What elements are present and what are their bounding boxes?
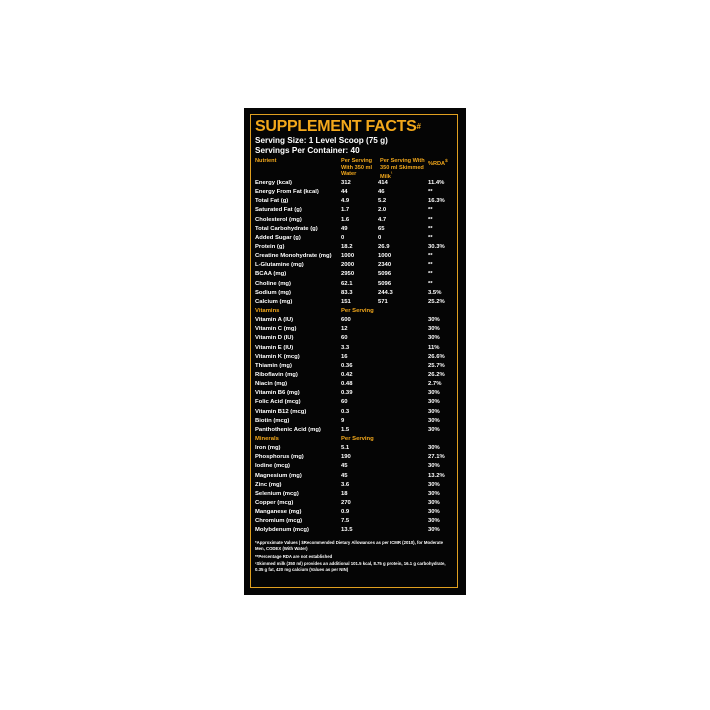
spacer-cell [378,508,428,517]
nutrient-name: Energy (kcal) [255,180,292,186]
header-milk-mark: ¹ [390,171,393,176]
vitamin-name: Vitamin K (mcg) [255,353,300,360]
header-water: Per Serving With 350 ml Water [341,158,373,177]
table-row [255,490,453,499]
spacer-cell [378,499,428,508]
value-with-milk: 571 [378,298,388,305]
rda-percent: 30.3% [428,243,445,250]
vitamin-name: Biotin (mcg) [255,417,290,424]
rda-percent: 27.1% [428,454,445,461]
nutrient-name: Protein (g) [255,243,285,250]
nutrient-name: Creatine Monohydrate (mg) [255,253,332,260]
vitamin-name: Niacin (mg) [255,381,288,388]
spacer-cell [378,389,428,398]
rda-percent: 25.2% [428,298,445,305]
mineral-value: 45 [341,463,348,470]
title-mark: # [416,122,421,131]
mineral-name: Magnesium (mg) [255,472,302,479]
spacer-cell [378,398,428,407]
vitamins-section-header [255,307,453,316]
table-row [255,417,453,426]
vitamin-value: 0.42 [341,371,353,378]
value-with-milk: 2.0 [378,207,387,214]
vitamins-header: Vitamins [255,307,280,314]
table-row [255,216,453,225]
table-row [255,334,453,343]
rda-percent: ** [428,189,433,196]
servings-per-container: Servings Per Container: 40 [255,146,360,155]
table-row [255,426,453,435]
mineral-name: Iron (mg) [255,445,281,452]
spacer-cell [378,334,428,343]
table-row [255,462,453,471]
value-with-milk: 46 [378,189,385,196]
spacer-cell [378,517,428,526]
table-row [255,408,453,417]
table-row [255,508,453,517]
mineral-name: Copper (mcg) [255,499,294,506]
header-rda-text: %RDA [428,160,446,167]
table-row [255,481,453,490]
table-row [255,243,453,252]
mineral-value: 3.6 [341,481,350,488]
value-with-milk: 5.2 [378,198,387,205]
rda-percent: 30% [428,445,440,452]
value-with-water: 44 [341,189,348,196]
nutrient-name: Energy From Fat (kcal) [255,189,319,196]
rda-percent: 13.2% [428,472,445,479]
table-row [255,298,453,307]
header-milk-text: Per Serving With 350 ml Skimmed Milk [380,158,425,180]
table-row [255,252,453,261]
column-headers [255,158,453,179]
rda-percent: 30% [428,499,440,506]
table-row [255,225,453,234]
table-row [255,472,453,481]
spacer-cell [378,426,428,435]
mineral-value: 0.9 [341,509,350,516]
minerals-header: Minerals [255,435,279,442]
mineral-value: 18 [341,490,348,497]
rda-percent: ** [428,271,433,278]
vitamin-value: 16 [341,353,348,360]
spacer-cell [378,462,428,471]
value-with-water: 18.2 [341,243,353,250]
vitamin-name: Panthothenic Acid (mg) [255,426,321,433]
rda-percent: ** [428,207,433,214]
mineral-value: 190 [341,454,351,461]
table-row [255,344,453,353]
rda-percent: ** [428,253,433,260]
mineral-name: Manganese (mg) [255,509,302,516]
value-with-water: 151 [341,298,351,305]
facts-title [255,118,453,136]
spacer-cell [378,481,428,490]
value-with-water: 2000 [341,262,355,269]
value-with-water: 1.6 [341,216,350,223]
table-row [255,526,453,535]
nutrient-name: BCAA (mg) [255,271,287,278]
mineral-name: Chromium (mcg) [255,518,303,525]
table-row [255,179,453,188]
nutrient-name: Sodium (mg) [255,289,291,296]
spacer-cell [378,417,428,426]
header-rda [428,158,453,179]
footnotes [255,540,453,572]
table-row [255,389,453,398]
rda-percent: ** [428,216,433,223]
value-with-milk: 4.7 [378,216,387,223]
rda-percent: 30% [428,509,440,516]
vitamin-value: 0.48 [341,381,353,388]
vitamin-value: 60 [341,335,348,342]
vitamin-name: Vitamin D (IU) [255,335,294,342]
facts-border [250,114,458,588]
footnote-approximate: *Approximate Values | $Recommended Dietary Allowances as per ICMR (2010), for Moderate Men, CODEX (With Water) [255,540,444,552]
vitamin-name: Thiamin (mg) [255,362,292,369]
table-row [255,353,453,362]
footnote-rda-not-established: **Percentage RDA are not established [255,553,333,559]
vitamin-value: 0.39 [341,390,353,397]
spacer-cell [378,362,428,371]
spacer-cell [378,472,428,481]
spacer-cell [378,444,428,453]
spacer-cell [378,453,428,462]
value-with-milk: 1000 [378,253,392,260]
vitamin-name: Vitamin B6 (mg) [255,390,300,397]
table-row [255,371,453,380]
value-with-water: 49 [341,225,348,232]
rda-percent: 30% [428,335,440,342]
rda-percent: 30% [428,527,440,534]
value-with-milk: 414 [378,180,388,186]
value-with-milk: 5096 [378,280,392,287]
rda-percent: 30% [428,399,440,406]
spacer-cell [378,490,428,499]
table-row [255,380,453,389]
table-row [255,188,453,197]
table-row [255,234,453,243]
nutrient-name: Choline (mg) [255,280,291,287]
vitamin-value: 9 [341,417,345,424]
mineral-value: 270 [341,499,351,506]
table-row [255,325,453,334]
value-with-milk: 244.3 [378,289,393,296]
mineral-value: 13.5 [341,527,353,534]
table-row [255,517,453,526]
table-row [255,316,453,325]
mineral-value: 7.5 [341,518,350,525]
rda-percent: 25.7% [428,362,445,369]
minerals-per-serving: Per Serving [341,435,374,442]
vitamin-rows [255,316,453,435]
vitamin-value: 0.3 [341,408,350,415]
table-row [255,398,453,407]
mineral-name: Iodine (mcg) [255,463,291,470]
nutrient-name: L-Glutamine (mg) [255,262,304,269]
mineral-value: 45 [341,472,348,479]
facts-title-text: SUPPLEMENT FACTS [255,118,417,135]
value-with-water: 0 [341,234,345,241]
supplement-facts-panel [244,108,466,595]
value-with-water: 1000 [341,253,355,260]
spacer-cell [378,353,428,362]
serving-size: Serving Size: 1 Level Scoop (75 g) [255,136,388,145]
rda-percent: 30% [428,518,440,525]
vitamin-value: 0.36 [341,362,353,369]
rda-percent: 30% [428,481,440,488]
mineral-name: Phosphorus (mg) [255,454,304,461]
vitamin-name: Vitamin A (IU) [255,317,294,324]
spacer-cell [378,408,428,417]
table-row [255,453,453,462]
table-row [255,499,453,508]
vitamin-value: 1.5 [341,426,350,433]
rda-percent: 30% [428,326,440,333]
value-with-milk: 2340 [378,262,392,269]
rda-percent: 30% [428,417,440,424]
spacer-cell [378,325,428,334]
rda-percent: 26.6% [428,353,445,360]
spacer-cell [378,371,428,380]
value-with-milk: 26.9 [378,243,390,250]
mineral-name: Zinc (mg) [255,481,282,488]
rda-percent: 26.2% [428,371,445,378]
value-with-water: 312 [341,180,351,186]
vitamin-name: Vitamin B12 (mcg) [255,408,307,415]
nutrient-name: Added Sugar (g) [255,234,301,241]
mineral-rows [255,444,453,535]
nutrient-name: Saturated Fat (g) [255,207,302,214]
vitamin-value: 3.3 [341,344,350,351]
table-row [255,197,453,206]
rda-percent: 2.7% [428,381,442,388]
vitamin-name: Vitamin C (mg) [255,326,297,333]
table-row [255,261,453,270]
rda-percent: 30% [428,408,440,415]
rda-percent: 11% [428,344,440,351]
vitamin-value: 600 [341,317,351,324]
vitamin-value: 12 [341,326,348,333]
rda-percent: ** [428,280,433,287]
footnote-skimmed-milk: ¹Skimmed milk (350 ml) provides an additional 101.5 kcal, 8.75 g protein, 16.1 g carbohydrate, 0.35 g fat, 420 mg calcium (Values as per NIN) [255,561,446,572]
value-with-water: 83.3 [341,289,353,296]
header-nutrient: Nutrient [255,158,277,164]
spacer-cell [378,316,428,325]
value-with-milk: 5096 [378,271,392,278]
table-row [255,362,453,371]
mineral-name: Selenium (mcg) [255,490,299,497]
rda-percent: 30% [428,317,440,324]
rda-percent: 30% [428,426,440,433]
rda-percent: 3.5% [428,289,442,296]
value-with-water: 4.9 [341,198,350,205]
table-row [255,206,453,215]
table-row [255,444,453,453]
rda-percent: 30% [428,490,440,497]
rda-percent: 16.3% [428,198,445,205]
header-rda-mark: $ [445,158,448,163]
spacer-cell [378,344,428,353]
rda-percent: 30% [428,463,440,470]
table-row [255,289,453,298]
spacer-cell [378,526,428,535]
nutrient-name: Total Fat (g) [255,198,289,205]
nutrient-name: Calcium (mg) [255,298,293,305]
nutrient-name: Cholesterol (mg) [255,216,302,223]
minerals-section-header [255,435,453,444]
rda-percent: 11.4% [428,180,445,186]
rda-percent: 30% [428,390,440,397]
nutrient-rows [255,179,453,307]
table-row [255,270,453,279]
vitamin-name: Folic Acid (mcg) [255,399,301,406]
rda-percent: ** [428,234,433,241]
rda-percent: ** [428,262,433,269]
spacer-cell [378,380,428,389]
mineral-value: 5.1 [341,445,350,452]
vitamins-per-serving: Per Serving [341,307,374,314]
vitamin-value: 60 [341,399,348,406]
vitamin-name: Riboflavin (mg) [255,371,298,378]
value-with-water: 1.7 [341,207,350,214]
header-milk [380,158,428,179]
value-with-water: 2950 [341,271,355,278]
vitamin-name: Vitamin E (IU) [255,344,294,351]
table-row [255,280,453,289]
value-with-milk: 0 [378,234,382,241]
nutrient-name: Total Carbohydrate (g) [255,225,318,232]
value-with-water: 62.1 [341,280,353,287]
rda-percent: ** [428,225,433,232]
mineral-name: Molybdenum (mcg) [255,527,309,534]
value-with-milk: 65 [378,225,385,232]
